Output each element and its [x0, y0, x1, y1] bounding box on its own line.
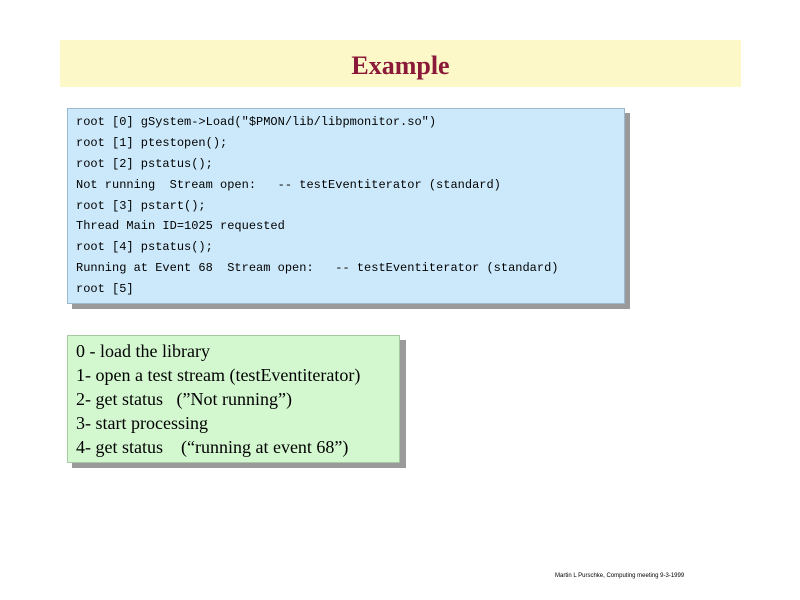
code-line: Running at Event 68 Stream open: -- testEventiterator (standard) — [76, 261, 559, 275]
code-line: Not running Stream open: -- testEventiterator (standard) — [76, 178, 501, 192]
code-box — [67, 108, 625, 304]
notes-box — [67, 335, 400, 463]
code-line: root [2] pstatus(); — [76, 157, 213, 171]
note-line: 0 - load the library — [76, 341, 210, 361]
note-line: 1- open a test stream (testEventiterator) — [76, 365, 361, 385]
slide-title: Example — [351, 51, 450, 80]
footer-credit: Martin L Purschke, Computing meeting 9-3-1999 — [555, 573, 685, 579]
code-line: root [0] gSystem->Load("$PMON/lib/libpmonitor.so") — [76, 115, 437, 129]
title-bar — [60, 40, 741, 87]
code-line: root [1] ptestopen(); — [76, 136, 228, 150]
code-line: root [4] pstatus(); — [76, 240, 213, 254]
code-line: Thread Main ID=1025 requested — [76, 219, 285, 233]
code-line: root [5] — [76, 282, 134, 296]
note-line: 4- get status (“running at event 68”) — [76, 437, 349, 457]
note-line: 3- start processing — [76, 413, 208, 433]
note-line: 2- get status (”Not running”) — [76, 389, 292, 409]
code-line: root [3] pstart(); — [76, 199, 206, 213]
